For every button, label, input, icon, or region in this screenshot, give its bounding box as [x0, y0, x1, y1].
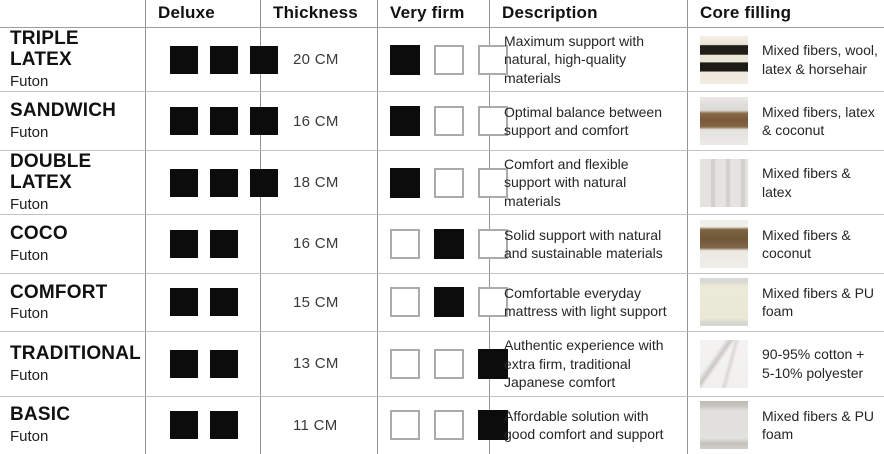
header-description: Description — [490, 0, 688, 28]
table-header-row — [0, 0, 884, 28]
firmness-filled-square — [434, 229, 464, 259]
deluxe-rating — [146, 273, 261, 331]
product-name: COCO — [10, 223, 68, 245]
core-filling-text: Mixed fibers, latex & coconut — [762, 103, 875, 139]
product-subtitle: Futon — [10, 246, 49, 264]
product-name: BASIC — [10, 404, 71, 426]
firmness-filled-square — [434, 287, 464, 317]
thickness-value: 15 CM — [261, 273, 378, 331]
product-subtitle: Futon — [10, 428, 49, 446]
core-filling-text: Mixed fibers & PU foam — [762, 407, 875, 443]
core-filling-text: Mixed fibers & latex — [762, 165, 851, 200]
firmness-filled-square — [390, 45, 420, 75]
header-core-filling: Core filling — [688, 0, 884, 28]
description-text: Solid support with natural and sustainable materials — [490, 214, 688, 272]
product-cell — [0, 214, 146, 272]
deluxe-filled-square — [210, 46, 238, 74]
deluxe-filled-square — [170, 46, 198, 74]
core-filling-cell — [688, 396, 884, 454]
product-cell — [0, 150, 146, 214]
core-filling-image — [700, 159, 748, 207]
product-cell — [0, 396, 146, 454]
deluxe-filled-square — [170, 350, 198, 378]
product-subtitle: Futon — [10, 73, 49, 91]
firmness-filled-square — [390, 168, 420, 198]
product-cell — [0, 273, 146, 331]
table-row — [0, 331, 884, 395]
firmness-empty-square — [390, 410, 420, 440]
deluxe-rating — [146, 150, 261, 214]
deluxe-filled-square — [210, 288, 238, 316]
firmness-rating — [378, 273, 490, 331]
thickness-value: 16 CM — [261, 214, 378, 272]
firmness-empty-square — [390, 349, 420, 379]
firmness-rating — [378, 150, 490, 214]
thickness-value: 13 CM — [261, 331, 378, 395]
core-filling-cell — [688, 273, 884, 331]
deluxe-rating — [146, 91, 261, 149]
deluxe-filled-square — [210, 107, 238, 135]
firmness-empty-square — [390, 229, 420, 259]
table-row — [0, 273, 884, 331]
description-text: Optimal balance between support and comfort — [490, 91, 688, 149]
header-deluxe: Deluxe — [146, 0, 261, 28]
core-filling-text: 90-95% cotton + 5-10% polyester — [762, 346, 865, 381]
core-filling-cell — [688, 214, 884, 272]
product-subtitle: Futon — [10, 366, 49, 384]
firmness-empty-square — [434, 410, 464, 440]
firmness-empty-square — [434, 168, 464, 198]
description-text: Comfort and flexible support with natural materials — [490, 150, 688, 214]
deluxe-rating — [146, 331, 261, 395]
deluxe-filled-square — [210, 411, 238, 439]
product-subtitle: Futon — [10, 195, 49, 213]
product-subtitle: Futon — [10, 305, 49, 323]
deluxe-rating — [146, 214, 261, 272]
deluxe-filled-square — [210, 230, 238, 258]
core-filling-image — [700, 36, 748, 84]
firmness-rating — [378, 28, 490, 91]
firmness-rating — [378, 91, 490, 149]
firmness-rating — [378, 331, 490, 395]
deluxe-filled-square — [170, 230, 198, 258]
deluxe-filled-square — [170, 288, 198, 316]
firmness-empty-square — [434, 349, 464, 379]
deluxe-filled-square — [170, 107, 198, 135]
firmness-rating — [378, 396, 490, 454]
core-filling-image — [700, 401, 748, 449]
core-filling-image — [700, 220, 748, 268]
core-filling-text: Mixed fibers, wool, latex & horsehair — [762, 42, 878, 77]
deluxe-filled-square — [210, 350, 238, 378]
deluxe-filled-square — [170, 411, 198, 439]
core-filling-text: Mixed fibers & PU foam — [762, 284, 875, 320]
product-name: SANDWICH — [10, 100, 117, 122]
core-filling-cell — [688, 91, 884, 149]
description-text: Comfortable everyday mattress with light support — [490, 273, 688, 331]
header-thickness: Thickness — [261, 0, 378, 28]
deluxe-rating — [146, 396, 261, 454]
description-text: Affordable solution with good comfort and support — [490, 396, 688, 454]
table-row — [0, 150, 884, 214]
core-filling-text: Mixed fibers & coconut — [762, 226, 851, 261]
product-name: TRIPLE LATEX — [10, 28, 79, 71]
header-product — [0, 0, 146, 28]
firmness-empty-square — [434, 106, 464, 136]
firmness-filled-square — [390, 106, 420, 136]
thickness-value: 20 CM — [261, 28, 378, 91]
product-name: TRADITIONAL — [10, 342, 141, 364]
deluxe-filled-square — [170, 169, 198, 197]
table-row — [0, 214, 884, 272]
firmness-empty-square — [390, 287, 420, 317]
core-filling-cell — [688, 28, 884, 91]
table-row — [0, 91, 884, 149]
product-cell — [0, 331, 146, 395]
firmness-empty-square — [434, 45, 464, 75]
thickness-value: 18 CM — [261, 150, 378, 214]
table-row — [0, 28, 884, 91]
product-name: COMFORT — [10, 281, 108, 303]
core-filling-cell — [688, 150, 884, 214]
core-filling-cell — [688, 331, 884, 395]
deluxe-rating — [146, 28, 261, 91]
core-filling-image — [700, 97, 748, 145]
thickness-value: 16 CM — [261, 91, 378, 149]
table-body — [0, 28, 884, 454]
deluxe-filled-square — [210, 169, 238, 197]
core-filling-image — [700, 278, 748, 326]
core-filling-image — [700, 340, 748, 388]
description-text: Authentic experience with extra firm, traditional Japanese comfort — [490, 331, 688, 395]
product-subtitle: Futon — [10, 124, 49, 142]
header-very-firm: Very firm — [378, 0, 490, 28]
table-row — [0, 396, 884, 454]
thickness-value: 11 CM — [261, 396, 378, 454]
product-cell — [0, 91, 146, 149]
description-text: Maximum support with natural, high-quality materials — [490, 28, 688, 91]
product-cell — [0, 28, 146, 91]
product-name: DOUBLE LATEX — [10, 151, 92, 194]
firmness-rating — [378, 214, 490, 272]
